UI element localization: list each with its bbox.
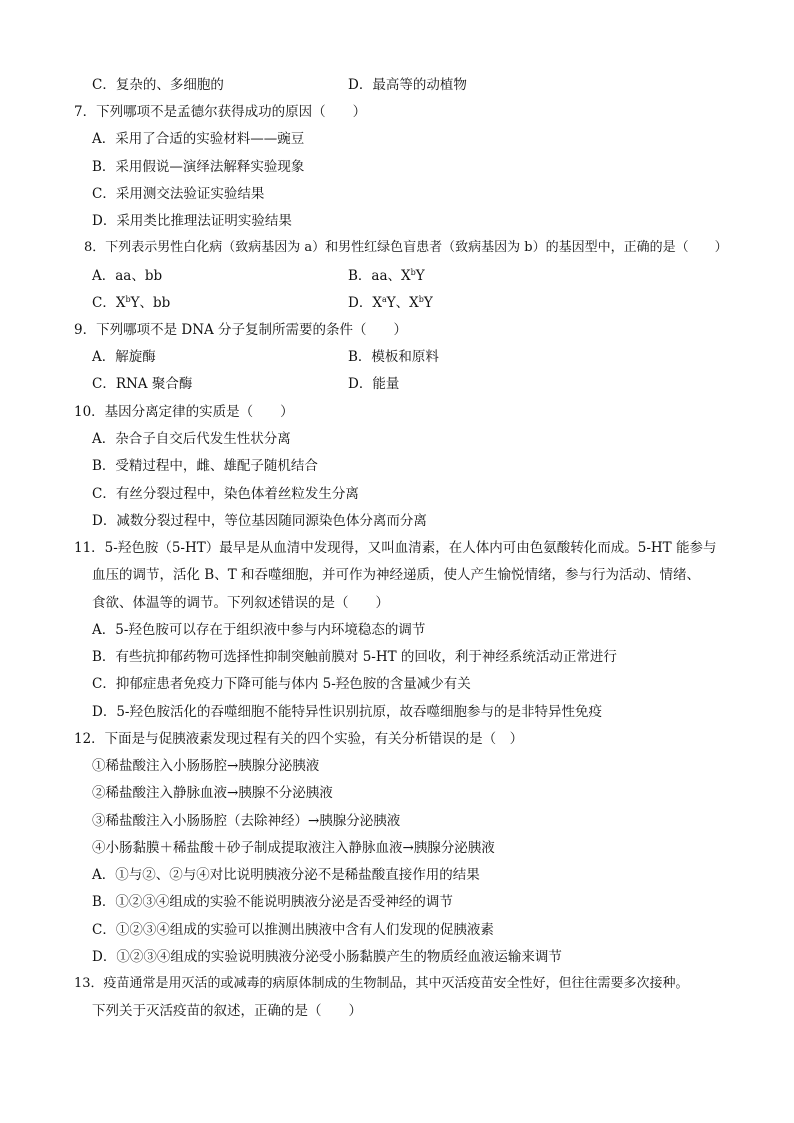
q10-option-c: C．有丝分裂过程中，染色体着丝粒发生分离 [92,486,359,502]
question-12-stem: 12．下面是与促胰液素发现过程有关的四个实验，有关分析错误的是（ ） [74,731,524,747]
q9-option-d: D．能量 [348,376,400,392]
question-13-stem-cont: 下列关于灭活疫苗的叙述，正确的是（ ） [92,1003,362,1019]
question-11-stem-cont: 食欲、体温等的调节。下列叙述错误的是（ ） [92,595,389,611]
q12-experiment-2: ②稀盐酸注入静脉血液→胰腺不分泌胰液 [92,785,333,801]
q12-experiment-1: ①稀盐酸注入小肠肠腔→胰腺分泌胰液 [92,758,320,774]
q12-experiment-3: ③稀盐酸注入小肠肠腔（去除神经）→胰腺分泌胰液 [92,813,401,829]
q9-option-a: A．解旋酶 [92,349,156,365]
q7-option-a: A．采用了合适的实验材料——豌豆 [92,131,305,147]
q9-option-b: B．模板和原料 [348,349,439,365]
question-7-stem: 7．下列哪项不是孟德尔获得成功的原因（ ） [74,104,367,120]
q6-option-c: C．复杂的、多细胞的 [92,77,224,93]
q10-option-a: A．杂合子自交后代发生性状分离 [92,431,291,447]
q12-option-a: A．①与②、②与④对比说明胰液分泌不是稀盐酸直接作用的结果 [92,867,480,883]
q8-option-b: B．aa、$X^bY$ [348,268,425,284]
question-11-stem-cont: 血压的调节，活化 B、T 和吞噬细胞，并可作为神经递质，使人产生愉悦情绪，参与行为活动、情绪、 [92,567,701,583]
q12-experiment-4: ④小肠黏膜＋稀盐酸＋砂子制成提取液注入静脉血液→胰腺分泌胰液 [92,840,495,856]
q9-option-c: C．RNA 聚合酶 [92,376,193,392]
question-11-stem: 11．5-羟色胺（5-HT）最早是从血清中发现得，又叫血清素，在人体内可由色氨酸转化而成。5-HT 能参与 [74,540,717,556]
q10-option-b: B．受精过程中，雌、雄配子随机结合 [92,458,318,474]
q7-option-c: C．采用测交法验证实验结果 [92,186,265,202]
q11-option-c: C．抑郁症患者免疫力下降可能与体内 5-羟色胺的含量减少有关 [92,676,471,692]
q11-option-b: B．有些抗抑郁药物可选择性抑制突触前膜对 5-HT 的回收，利于神经系统活动正常进行 [92,649,617,665]
q7-option-d: D．采用类比推理法证明实验结果 [92,213,292,229]
question-8-stem: 8．下列表示男性白化病（致病基因为 a）和男性红绿色盲患者（致病基因为 b）的基因型中，正确的是（ ） [84,240,728,255]
q11-option-d: D．5-羟色胺活化的吞噬细胞不能特异性识别抗原，故吞噬细胞参与的是非特异性免疫 [92,704,602,720]
q12-option-c: C．①②③④组成的实验可以推测出胰液中含有人们发现的促胰液素 [92,922,494,938]
q8-option-d: D．$X^aY$、$X^bY$ [348,295,433,311]
q10-option-d: D．减数分裂过程中，等位基因随同源染色体分离而分离 [92,513,427,529]
q6-option-d: D．最高等的动植物 [348,77,467,93]
q7-option-b: B．采用假说—演绎法解释实验现象 [92,159,305,175]
question-10-stem: 10．基因分离定律的实质是（ ） [74,404,294,420]
question-13-stem: 13．疫苗通常是用灭活的或减毒的病原体制成的生物制品，其中灭活疫苗安全性好，但往往需要多次接种。 [74,976,689,991]
question-9-stem: 9．下列哪项不是 DNA 分子复制所需要的条件（ ） [74,322,408,338]
q8-option-c: C．$X^bY$、bb [92,295,171,311]
q11-option-a: A．5-羟色胺可以存在于组织液中参与内环境稳态的调节 [92,622,426,638]
q8-option-a: A．aa、bb [92,268,163,284]
q12-option-d: D．①②③④组成的实验说明胰液分泌受小肠黏膜产生的物质经血液运输来调节 [92,949,562,965]
q12-option-b: B．①②③④组成的实验不能说明胰液分泌是否受神经的调节 [92,894,453,910]
